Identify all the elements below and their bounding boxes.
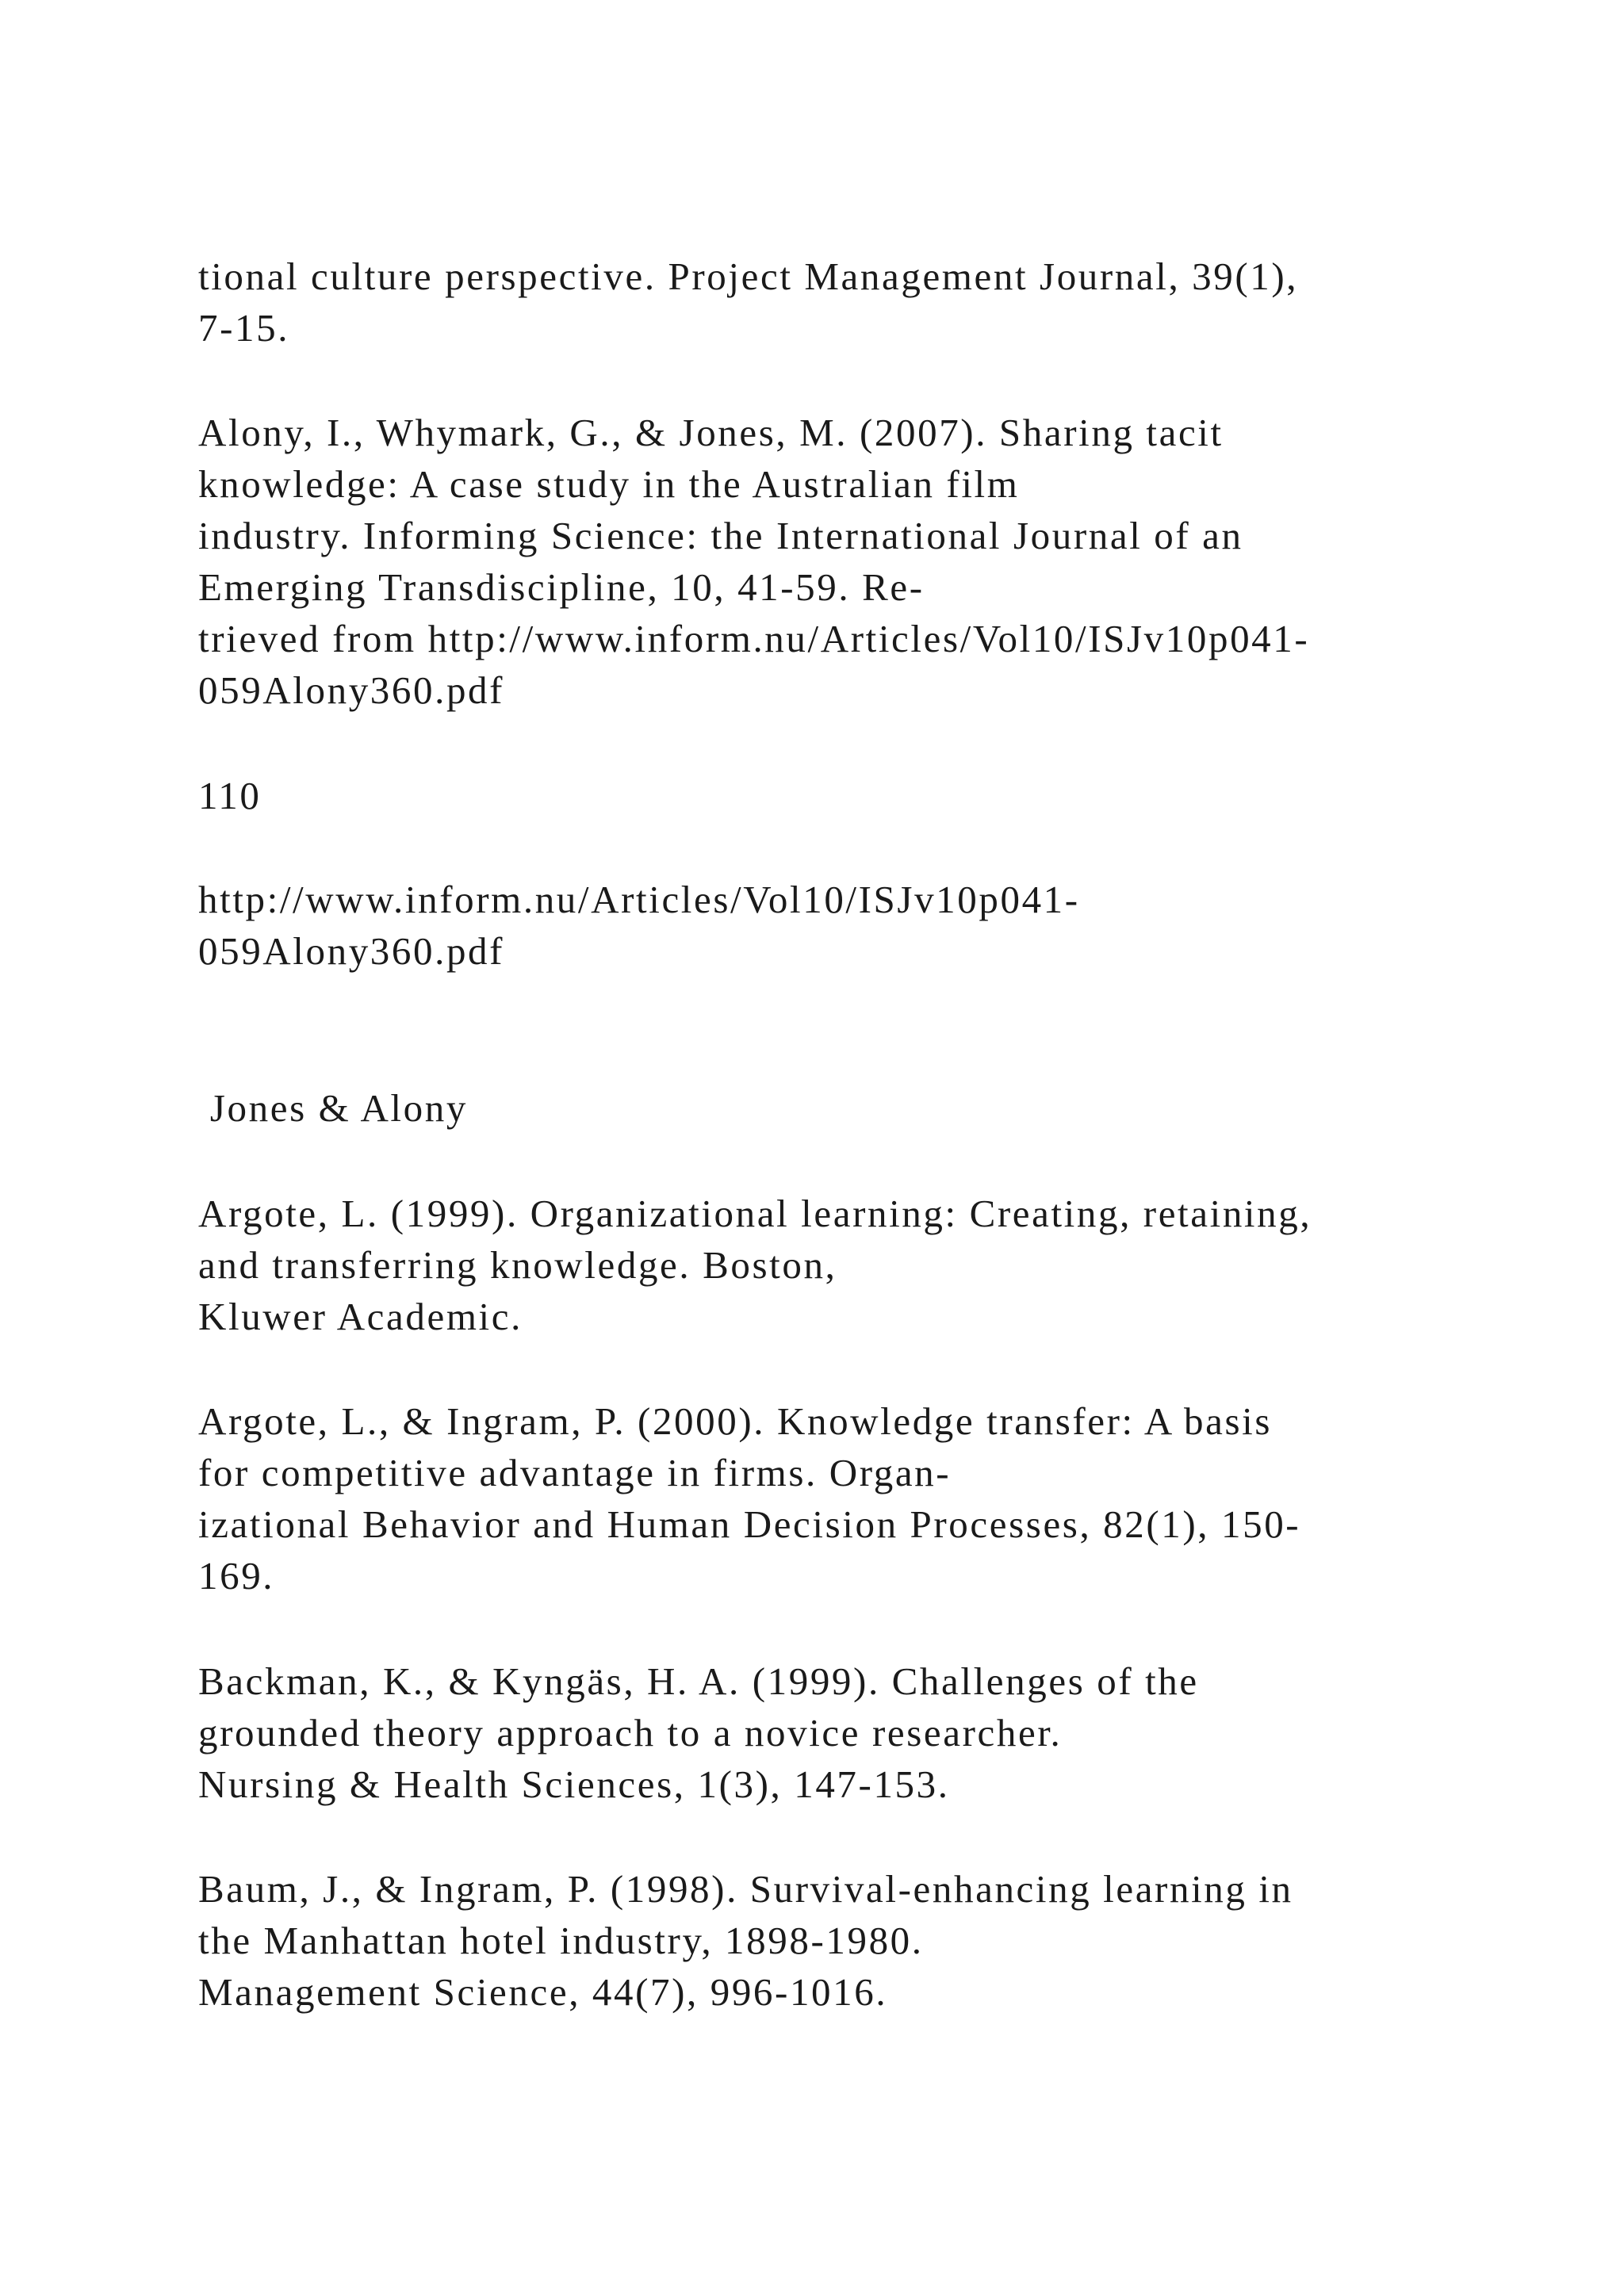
text-line: for competitive advantage in firms. Organ-	[198, 1451, 952, 1494]
reference-argote-ingram-2000	[198, 1395, 1483, 1601]
text-line: Kluwer Academic.	[198, 1295, 523, 1338]
text-line: Argote, L. (1999). Organizational learning: Creating, retaining,	[198, 1192, 1312, 1235]
text-line: 059Alony360.pdf	[198, 668, 505, 712]
url-footnote	[198, 874, 1483, 977]
text-line: the Manhattan hotel industry, 1898-1980.	[198, 1919, 924, 1962]
url-line: http://www.inform.nu/Articles/Vol10/ISJv10p041-	[198, 878, 1080, 921]
text-line: knowledge: A case study in the Australian film	[198, 462, 1020, 506]
text-line: 169.	[198, 1554, 275, 1598]
reference-backman-kyngas-1999	[198, 1655, 1483, 1810]
reference-argote-1999	[198, 1188, 1483, 1342]
text-line: grounded theory approach to a novice researcher.	[198, 1711, 1063, 1755]
reference-continuation	[198, 251, 1483, 354]
running-header-text: Jones & Alony	[198, 1086, 468, 1130]
text-line: tional culture perspective. Project Management Journal, 39(1),	[198, 254, 1299, 298]
text-line: Baum, J., & Ingram, P. (1998). Survival-enhancing learning in	[198, 1867, 1293, 1911]
text-line: Backman, K., & Kyngäs, H. A. (1999). Challenges of the	[198, 1659, 1199, 1703]
text-line: trieved from http://www.inform.nu/Articles/Vol10/ISJv10p041-	[198, 617, 1310, 660]
page-number-text: 110	[198, 774, 262, 817]
text-line: Management Science, 44(7), 996-1016.	[198, 1970, 888, 2014]
running-header	[198, 1082, 1483, 1134]
text-line: 7-15.	[198, 306, 290, 350]
text-line: industry. Informing Science: the International Journal of an	[198, 514, 1243, 557]
page-number	[198, 770, 1483, 821]
text-line: Emerging Transdiscipline, 10, 41-59. Re-	[198, 565, 925, 609]
text-line: Alony, I., Whymark, G., & Jones, M. (2007). Sharing tacit	[198, 411, 1224, 454]
text-line: and transferring knowledge. Boston,	[198, 1243, 837, 1287]
url-line: 059Alony360.pdf	[198, 929, 505, 973]
reference-baum-ingram-1998	[198, 1863, 1483, 2018]
text-line: Argote, L., & Ingram, P. (2000). Knowledge transfer: A basis	[198, 1399, 1273, 1443]
reference-alony-2007	[198, 407, 1483, 716]
text-line: izational Behavior and Human Decision Processes, 82(1), 150-	[198, 1502, 1301, 1546]
text-line: Nursing & Health Sciences, 1(3), 147-153.	[198, 1762, 950, 1806]
